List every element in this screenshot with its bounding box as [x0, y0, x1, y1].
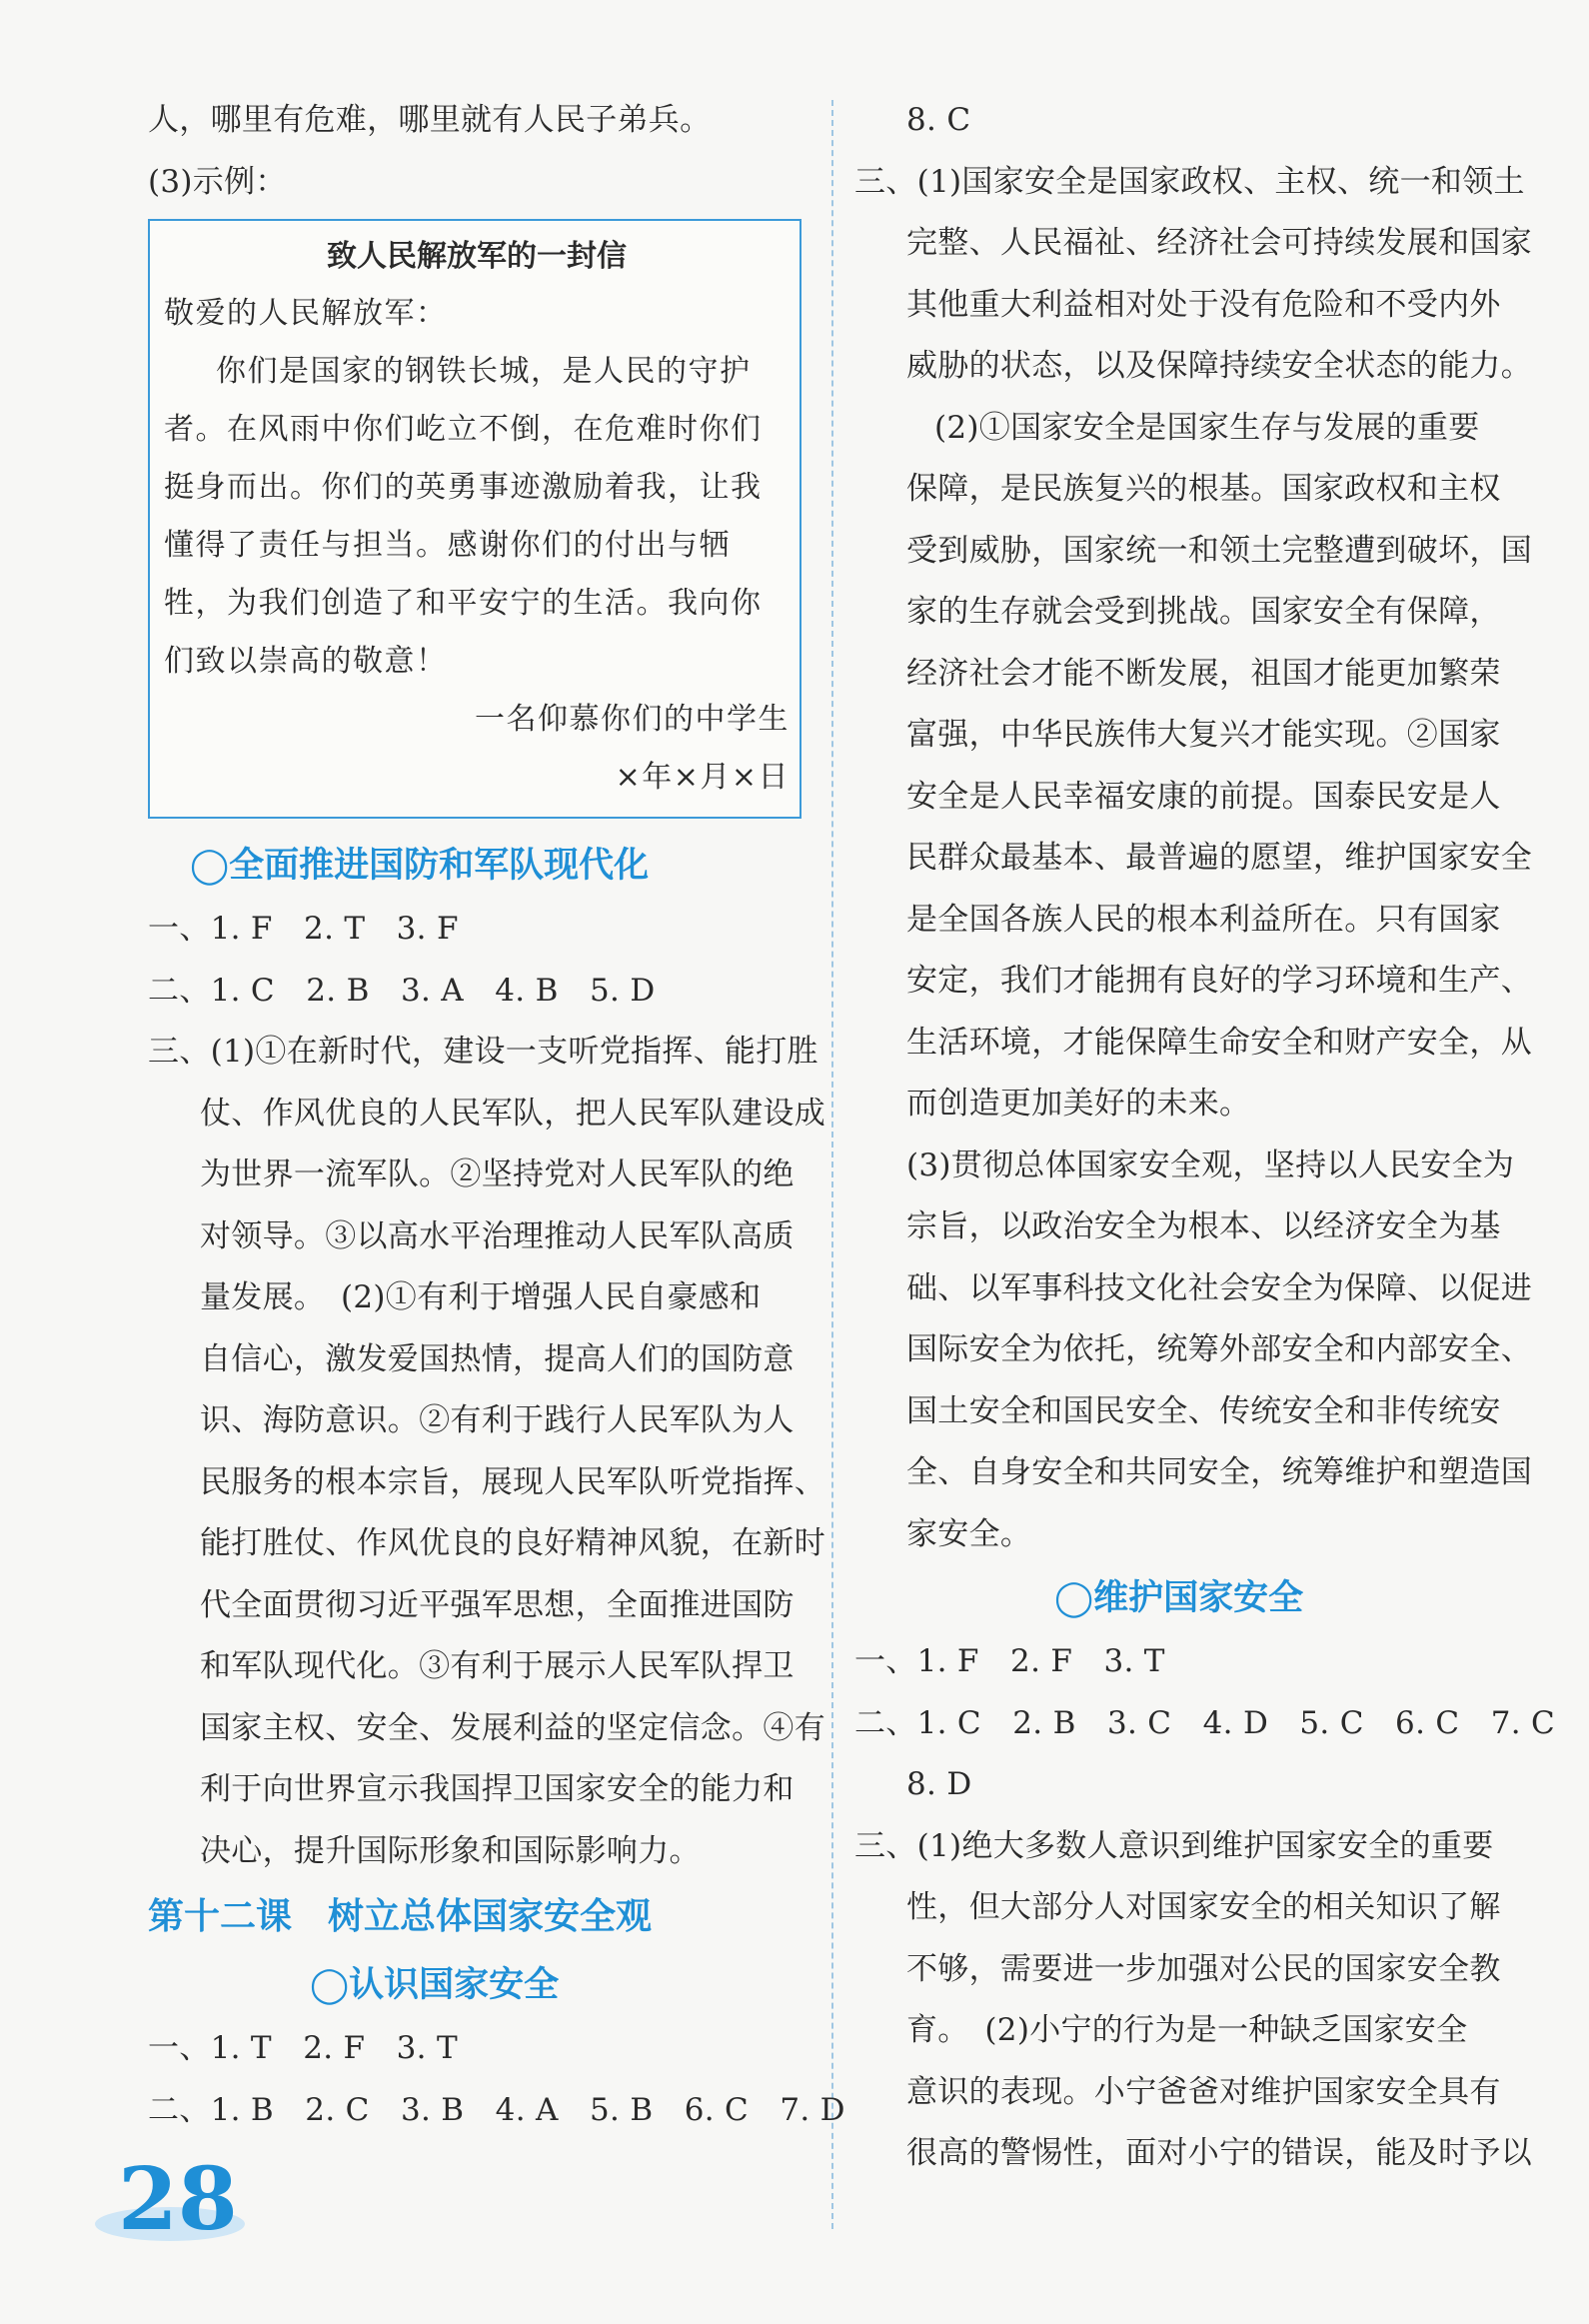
answer-line: 民服务的根本宗旨，展现人民军队听党指挥、	[200, 1463, 825, 1500]
answer-line: 三、(1)①在新时代，建设一支听党指挥、能打胜	[148, 1034, 818, 1070]
answer-line: 威胁的状态，以及保障持续安全状态的能力。	[906, 348, 1532, 384]
letter-line: 挺身而出。你们的英勇事迹激励着我，让我	[164, 470, 763, 505]
letter-title: 致人民解放军的一封信	[327, 239, 627, 274]
answer-line: 一、1. F 2. F 3. T	[854, 1643, 1165, 1679]
answer-line: 国际安全为依托，统筹外部安全和内部安全、	[906, 1331, 1532, 1367]
column-divider	[831, 100, 833, 2229]
answer-line: 家安全。	[906, 1515, 1032, 1552]
text-line: 人，哪里有危难，哪里就有人民子弟兵。	[148, 102, 712, 138]
answer-line: 不够，需要进一步加强对公民的国家安全教	[906, 1950, 1501, 1987]
answer-line: 三、(1)国家安全是国家政权、主权、统一和领土	[854, 163, 1525, 200]
answer-line: 仗、作风优良的人民军队，把人民军队建设成	[200, 1095, 825, 1132]
letter-signature: 一名仰慕你们的中学生	[475, 702, 790, 737]
answer-line: 家的生存就会受到挑战。国家安全有保障，	[906, 594, 1501, 630]
answer-line: 受到威胁，国家统一和领土完整遭到破坏，国	[906, 532, 1532, 569]
answer-line: 决心，提升国际形象和国际影响力。	[200, 1832, 701, 1869]
answer-line: 安全是人民幸福安康的前提。国泰民安是人	[906, 778, 1501, 815]
answer-line: 二、1. C 2. B 3. A 4. B 5. D	[148, 972, 656, 1009]
answer-line: 保障，是民族复兴的根基。国家政权和主权	[906, 471, 1501, 507]
lesson-title: 第十二课 树立总体国家安全观	[148, 1896, 653, 1937]
section-title: ◯全面推进国防和军队现代化	[190, 846, 650, 886]
letter-date: ×年×月×日	[615, 760, 790, 795]
left-column	[148, 90, 845, 2141]
answer-line: (3)贯彻总体国家安全观，坚持以人民安全为	[906, 1147, 1515, 1183]
answer-line: 很高的警惕性，面对小宁的错误，能及时予以	[906, 2135, 1532, 2171]
letter-box	[148, 219, 801, 819]
text-line: (3)示例：	[148, 163, 287, 200]
answer-line: 为世界一流军队。②坚持党对人民军队的绝	[200, 1157, 794, 1192]
answer-line: 识、海防意识。②有利于践行人民军队为人	[200, 1402, 794, 1438]
answer-line: 三、(1)绝大多数人意识到维护国家安全的重要	[854, 1827, 1494, 1864]
answer-line: 意识的表现。小宁爸爸对维护国家安全具有	[906, 2073, 1501, 2110]
answer-line: 生活环境，才能保障生命安全和财产安全，从	[906, 1024, 1532, 1061]
answer-line: 能打胜仗、作风优良的良好精神风貌，在新时	[200, 1525, 825, 1561]
letter-line: 牲，为我们创造了和平安宁的生活。我向你	[164, 586, 763, 621]
answer-line: 二、1. B 2. C 3. B 4. A 5. B 6. C 7. D	[148, 2091, 845, 2128]
answer-line: 二、1. C 2. B 3. C 4. D 5. C 6. C 7. C	[854, 1704, 1556, 1741]
letter-line: 们致以崇高的敬意！	[164, 644, 448, 679]
answer-line: 国家主权、安全、发展利益的坚定信念。④有	[200, 1709, 825, 1746]
answer-line: 和军队现代化。③有利于展示人民军队捍卫	[200, 1648, 794, 1684]
letter-salutation: 敬爱的人民解放军：	[164, 296, 448, 331]
letter-line: 你们是国家的钢铁长城，是人民的守护	[216, 354, 752, 389]
right-column	[854, 90, 1554, 2185]
letter-line: 者。在风雨中你们屹立不倒，在危难时你们	[164, 412, 763, 447]
answer-line: 完整、人民福祉、经济社会可持续发展和国家	[906, 225, 1532, 261]
page-number: 28	[118, 2149, 238, 2250]
answer-line: 安定，我们才能拥有良好的学习环境和生产、	[906, 963, 1532, 999]
answer-line: 宗旨，以政治安全为根本、以经济安全为基	[906, 1208, 1501, 1244]
answer-line: 对领导。③以高水平治理推动人民军队高质	[200, 1217, 794, 1254]
letter-line: 懂得了责任与担当。感谢你们的付出与牺	[164, 528, 731, 563]
answer-line: 一、1. F 2. T 3. F	[148, 911, 459, 947]
answer-line: 其他重大利益相对处于没有危险和不受内外	[906, 286, 1501, 323]
section-title: ◯认识国家安全	[310, 1965, 560, 2005]
answer-line: 全、自身安全和共同安全，统筹维护和塑造国	[906, 1454, 1532, 1490]
answer-line: 经济社会才能不断发展，祖国才能更加繁荣	[906, 655, 1501, 692]
answer-line: 自信心，激发爱国热情，提高人们的国防意	[200, 1340, 794, 1377]
answer-line: 是全国各族人民的根本利益所在。只有国家	[906, 901, 1501, 938]
answer-line: 8. C	[906, 102, 971, 138]
answer-line: 代全面贯彻习近平强军思想，全面推进国防	[200, 1586, 794, 1623]
answer-line: 性，但大部分人对国家安全的相关知识了解	[906, 1889, 1501, 1925]
answer-line: (2)①国家安全是国家生存与发展的重要	[934, 409, 1480, 446]
answer-line: 础、以军事科技文化社会安全为保障、以促进	[906, 1269, 1532, 1306]
answer-line: 富强，中华民族伟大复兴才能实现。②国家	[906, 717, 1501, 753]
answer-line: 国土安全和国民安全、传统安全和非传统安	[906, 1392, 1501, 1429]
answer-line: 育。 (2)小宁的行为是一种缺乏国家安全	[906, 2012, 1468, 2048]
answer-line: 量发展。 (2)①有利于增强人民自豪感和	[200, 1279, 762, 1315]
answer-line: 而创造更加美好的未来。	[906, 1086, 1251, 1122]
answer-line: 8. D	[906, 1766, 972, 1802]
section-title: ◯维护国家安全	[1054, 1578, 1304, 1618]
answer-line: 利于向世界宣示我国捍卫国家安全的能力和	[200, 1771, 794, 1807]
answer-line: 民群众最基本、最普遍的愿望，维护国家安全	[906, 840, 1532, 876]
answer-line: 一、1. T 2. F 3. T	[148, 2030, 458, 2066]
